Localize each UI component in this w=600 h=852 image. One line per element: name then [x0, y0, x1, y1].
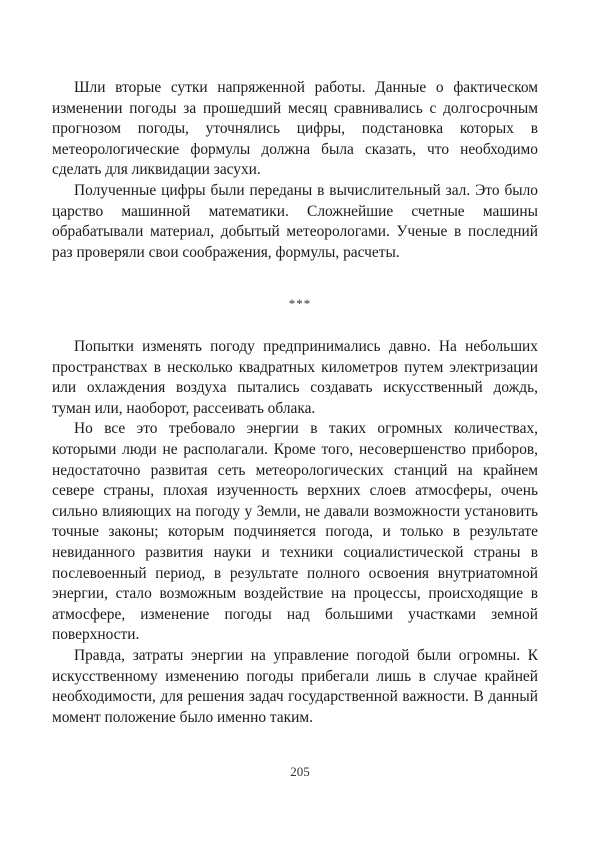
section-separator: *** [288, 296, 312, 311]
paragraph-3: Попытки изменять погоду предпринимались давно. На небольших пространствах в несколько квадратных километров путем электризации или охлаждения воздуха пытались создавать искусственный дождь, туман или, наоборот, рассеивать облака. [52, 338, 538, 417]
page-number: 205 [290, 764, 310, 779]
text-section-2 [52, 337, 538, 728]
paragraph-4: Но все это требовало энергии в таких огромных количествах, которыми люди не располагали. Кроме того, несовершенство приборов, недостаточно развитая сеть метеорологических станций на крайнем севере страны, плохая изученность верхних слоев атмосферы, очень сильно влияющих на погоду у Земли, не давали возможности установить точные законы; которым подчиняется погода, и только в результате невиданного развития науки и техники социалистической страны в послевоенный период, в результате полного освоения внутриатомной энергии, стало возможным воздействие на процессы, происходящие в атмосфере, изменение погоды над большими участками земной поверхности. [52, 420, 538, 644]
text-section-1 [52, 78, 538, 263]
paragraph-2: Полученные цифры были переданы в вычислительный зал. Это было царство машинной математики. Сложнейшие счетные машины обрабатывали материал, добытый метеорологами. Ученые в последний раз проверяли свои соображения, формулы, расчеты. [52, 181, 538, 261]
paragraph-1: Шли вторые сутки напряженной работы. Данные о фактическом изменении погоды за прошедший месяц сравнивались с долгосрочным прогнозом погоды, уточнялись цифры, подстановка которых в метеорологические формулы должна была сказать, что необходимо сделать для ликвидации засухи. [52, 79, 538, 179]
paragraph-5: Правда, затраты энергии на управление погодой были огромны. К искусственному изменению погоды прибегали лишь в случае крайней необходимости, для решения задач государственной важности. В данный момент положение было именно таким. [52, 646, 538, 726]
